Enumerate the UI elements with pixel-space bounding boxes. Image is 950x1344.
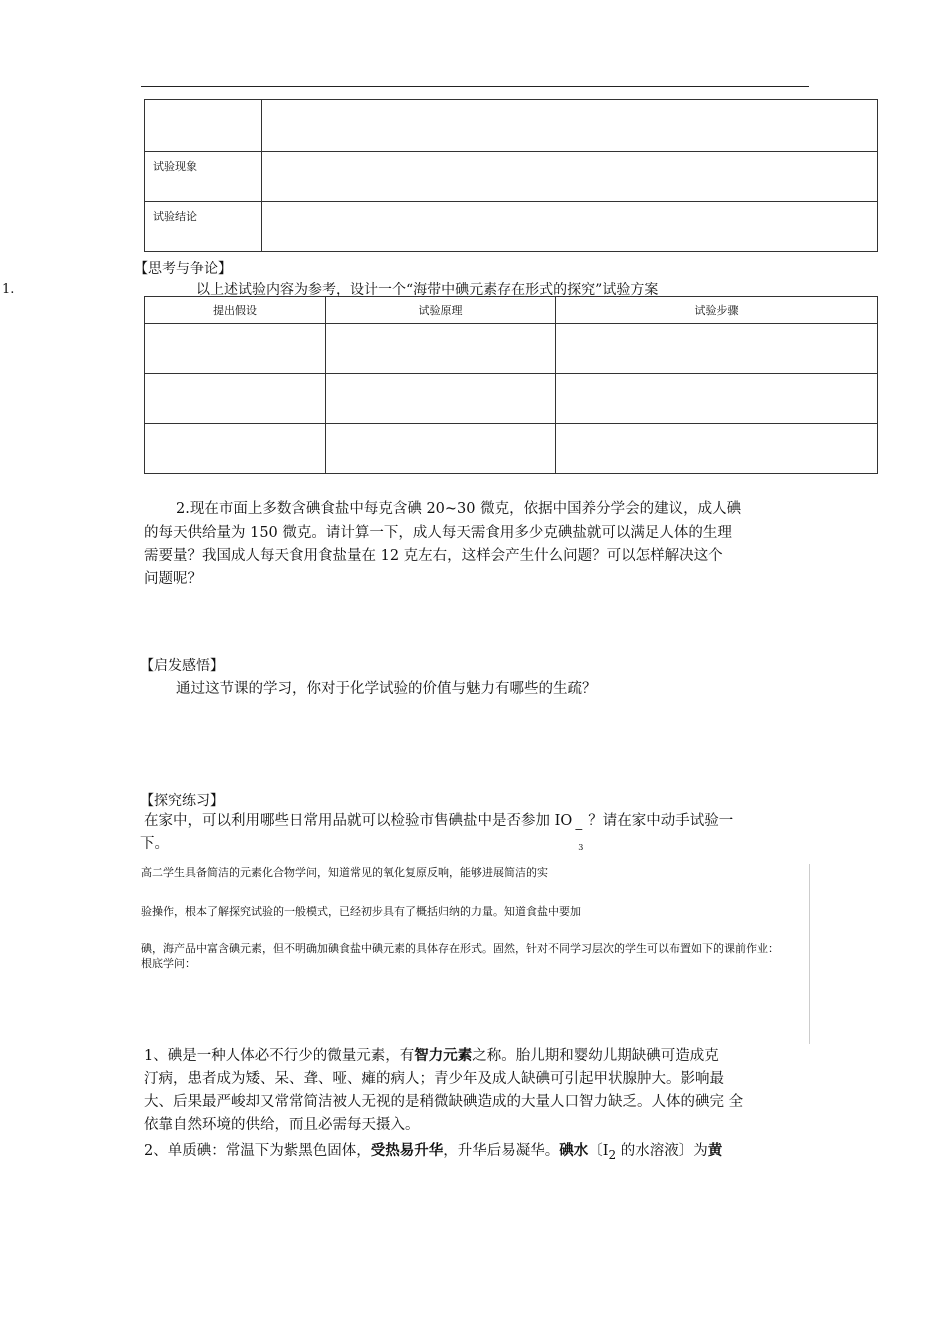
table2-header-steps: 试验步骤 — [556, 297, 878, 324]
table2-cell[interactable] — [556, 324, 878, 374]
explore-question-line-1 — [144, 811, 734, 852]
question-1-text: 以上述试验内容为参考，设计一个“海带中碘元素存在形式的探究”试验方案 — [196, 282, 659, 298]
iodate-superscript: − — [574, 823, 584, 836]
table1-cell[interactable] — [262, 202, 878, 252]
table1-cell[interactable] — [262, 100, 878, 152]
table2-cell[interactable] — [145, 424, 326, 474]
p2-bold-sublimation: 受热易升华 — [370, 1142, 444, 1159]
p2-text-f: 的水溶液〕为 — [616, 1143, 708, 1159]
table2-cell[interactable] — [326, 374, 556, 424]
lesson-note-line-3: 碘，海产品中富含碘元素，但不明确加碘食盐中碘元素的具体存在形式。固然，针对不同学习层次的学生可以布置如下的课前作业： — [141, 942, 779, 955]
paragraph-1-line-2: 汀病，患者成为矮、呆、聋、哑、瘫的病人；青少年及成人缺碘可引起甲状腺肿大。影响最 — [144, 1071, 724, 1087]
inspire-question: 通过这节课的学习，你对于化学试验的价值与魅力有哪些的生疏？ — [176, 681, 597, 697]
paragraph-1-line-3: 大、后果最严峻却又常常简洁被人无视的是稍微缺碘造成的大量人口智力缺乏。人体的碘完 全 — [144, 1094, 744, 1110]
table1-cell[interactable] — [262, 152, 878, 202]
table2-cell[interactable] — [556, 424, 878, 474]
section-heading-explore: 【探究练习】 — [140, 793, 224, 809]
p1-text-c: 之称。胎儿期和婴幼儿期缺碘可造成克 — [472, 1048, 719, 1064]
table2-header-principle: 试验原理 — [326, 297, 556, 324]
paragraph-2-line-1 — [144, 1140, 722, 1166]
table2-cell[interactable] — [145, 374, 326, 424]
p2-text-c: ，升华后易凝华。 — [443, 1143, 560, 1159]
section-heading-inspire: 【启发感悟】 — [140, 658, 224, 674]
p2-bold-iodine-water: 碘水 — [559, 1142, 589, 1159]
p2-subscript: 2 — [608, 1147, 617, 1162]
paragraph-1-line-1 — [144, 1045, 719, 1068]
question-2-line-3: 需要量？我国成人每天食用食盐量在 12 克左右，这样会产生什么问题？可以怎样解决这个 — [144, 548, 723, 564]
lesson-note-line-4: 根底学问： — [141, 957, 196, 970]
p2-text-e: 〔I — [588, 1143, 609, 1159]
question-2-line-1: 2.现在市面上多数含碘食盐中每克含碘 20~30 微克，依据中国养分学会的建议，成人碘 — [176, 501, 742, 517]
question-2-line-4: 问题呢？ — [144, 571, 202, 587]
explore-text-before: 在家中，可以利用哪些日常用品就可以检验市售碘盐中是否参加 IO — [144, 813, 573, 829]
question-2-line-2: 的每天供给量为 150 微克。请计算一下，成人每天需食用多少克碘盐就可以满足人体的生理 — [144, 525, 732, 541]
top-rule — [141, 86, 809, 87]
lesson-note-line-2: 验操作，根本了解探究试验的一般模式，已经初步具有了概括归纳的力量。知道食盐中要加 — [141, 905, 581, 918]
table2-cell[interactable] — [556, 374, 878, 424]
table1-label-empty — [145, 100, 262, 152]
table1-label-conclusion: 试验结论 — [145, 202, 262, 252]
p2-bold-yellow: 黄 — [707, 1142, 723, 1159]
table2-cell[interactable] — [145, 324, 326, 374]
section-heading-think: 【思考与争论】 — [134, 261, 232, 277]
table1-label-phenomenon: 试验现象 — [145, 152, 262, 202]
p2-text-a: 2、单质碘：常温下为紫黑色固体， — [144, 1143, 371, 1159]
explore-text-after: ？请在家中动手试验一 — [588, 813, 734, 829]
p1-text-a: 1、碘是一种人体必不行少的微量元素，有 — [144, 1048, 415, 1064]
lesson-note-line-1: 高二学生具备简洁的元素化合物学问，知道常见的氧化复原反响，能够进展简洁的实 — [141, 866, 548, 879]
experiment-plan-table — [144, 296, 878, 474]
iodate-subscript: 3 — [578, 843, 584, 852]
table2-header-hypothesis: 提出假设 — [145, 297, 326, 324]
table2-cell[interactable] — [326, 424, 556, 474]
explore-question-line-2: 下。 — [140, 836, 169, 852]
p1-bold-intelligence: 智力元素 — [414, 1047, 473, 1064]
table2-cell[interactable] — [326, 324, 556, 374]
experiment-result-table — [144, 99, 878, 252]
question-1-number: 1. — [2, 282, 15, 297]
paragraph-1-line-4: 依靠自然环境的供给，而且必需每天摄入。 — [144, 1117, 420, 1133]
